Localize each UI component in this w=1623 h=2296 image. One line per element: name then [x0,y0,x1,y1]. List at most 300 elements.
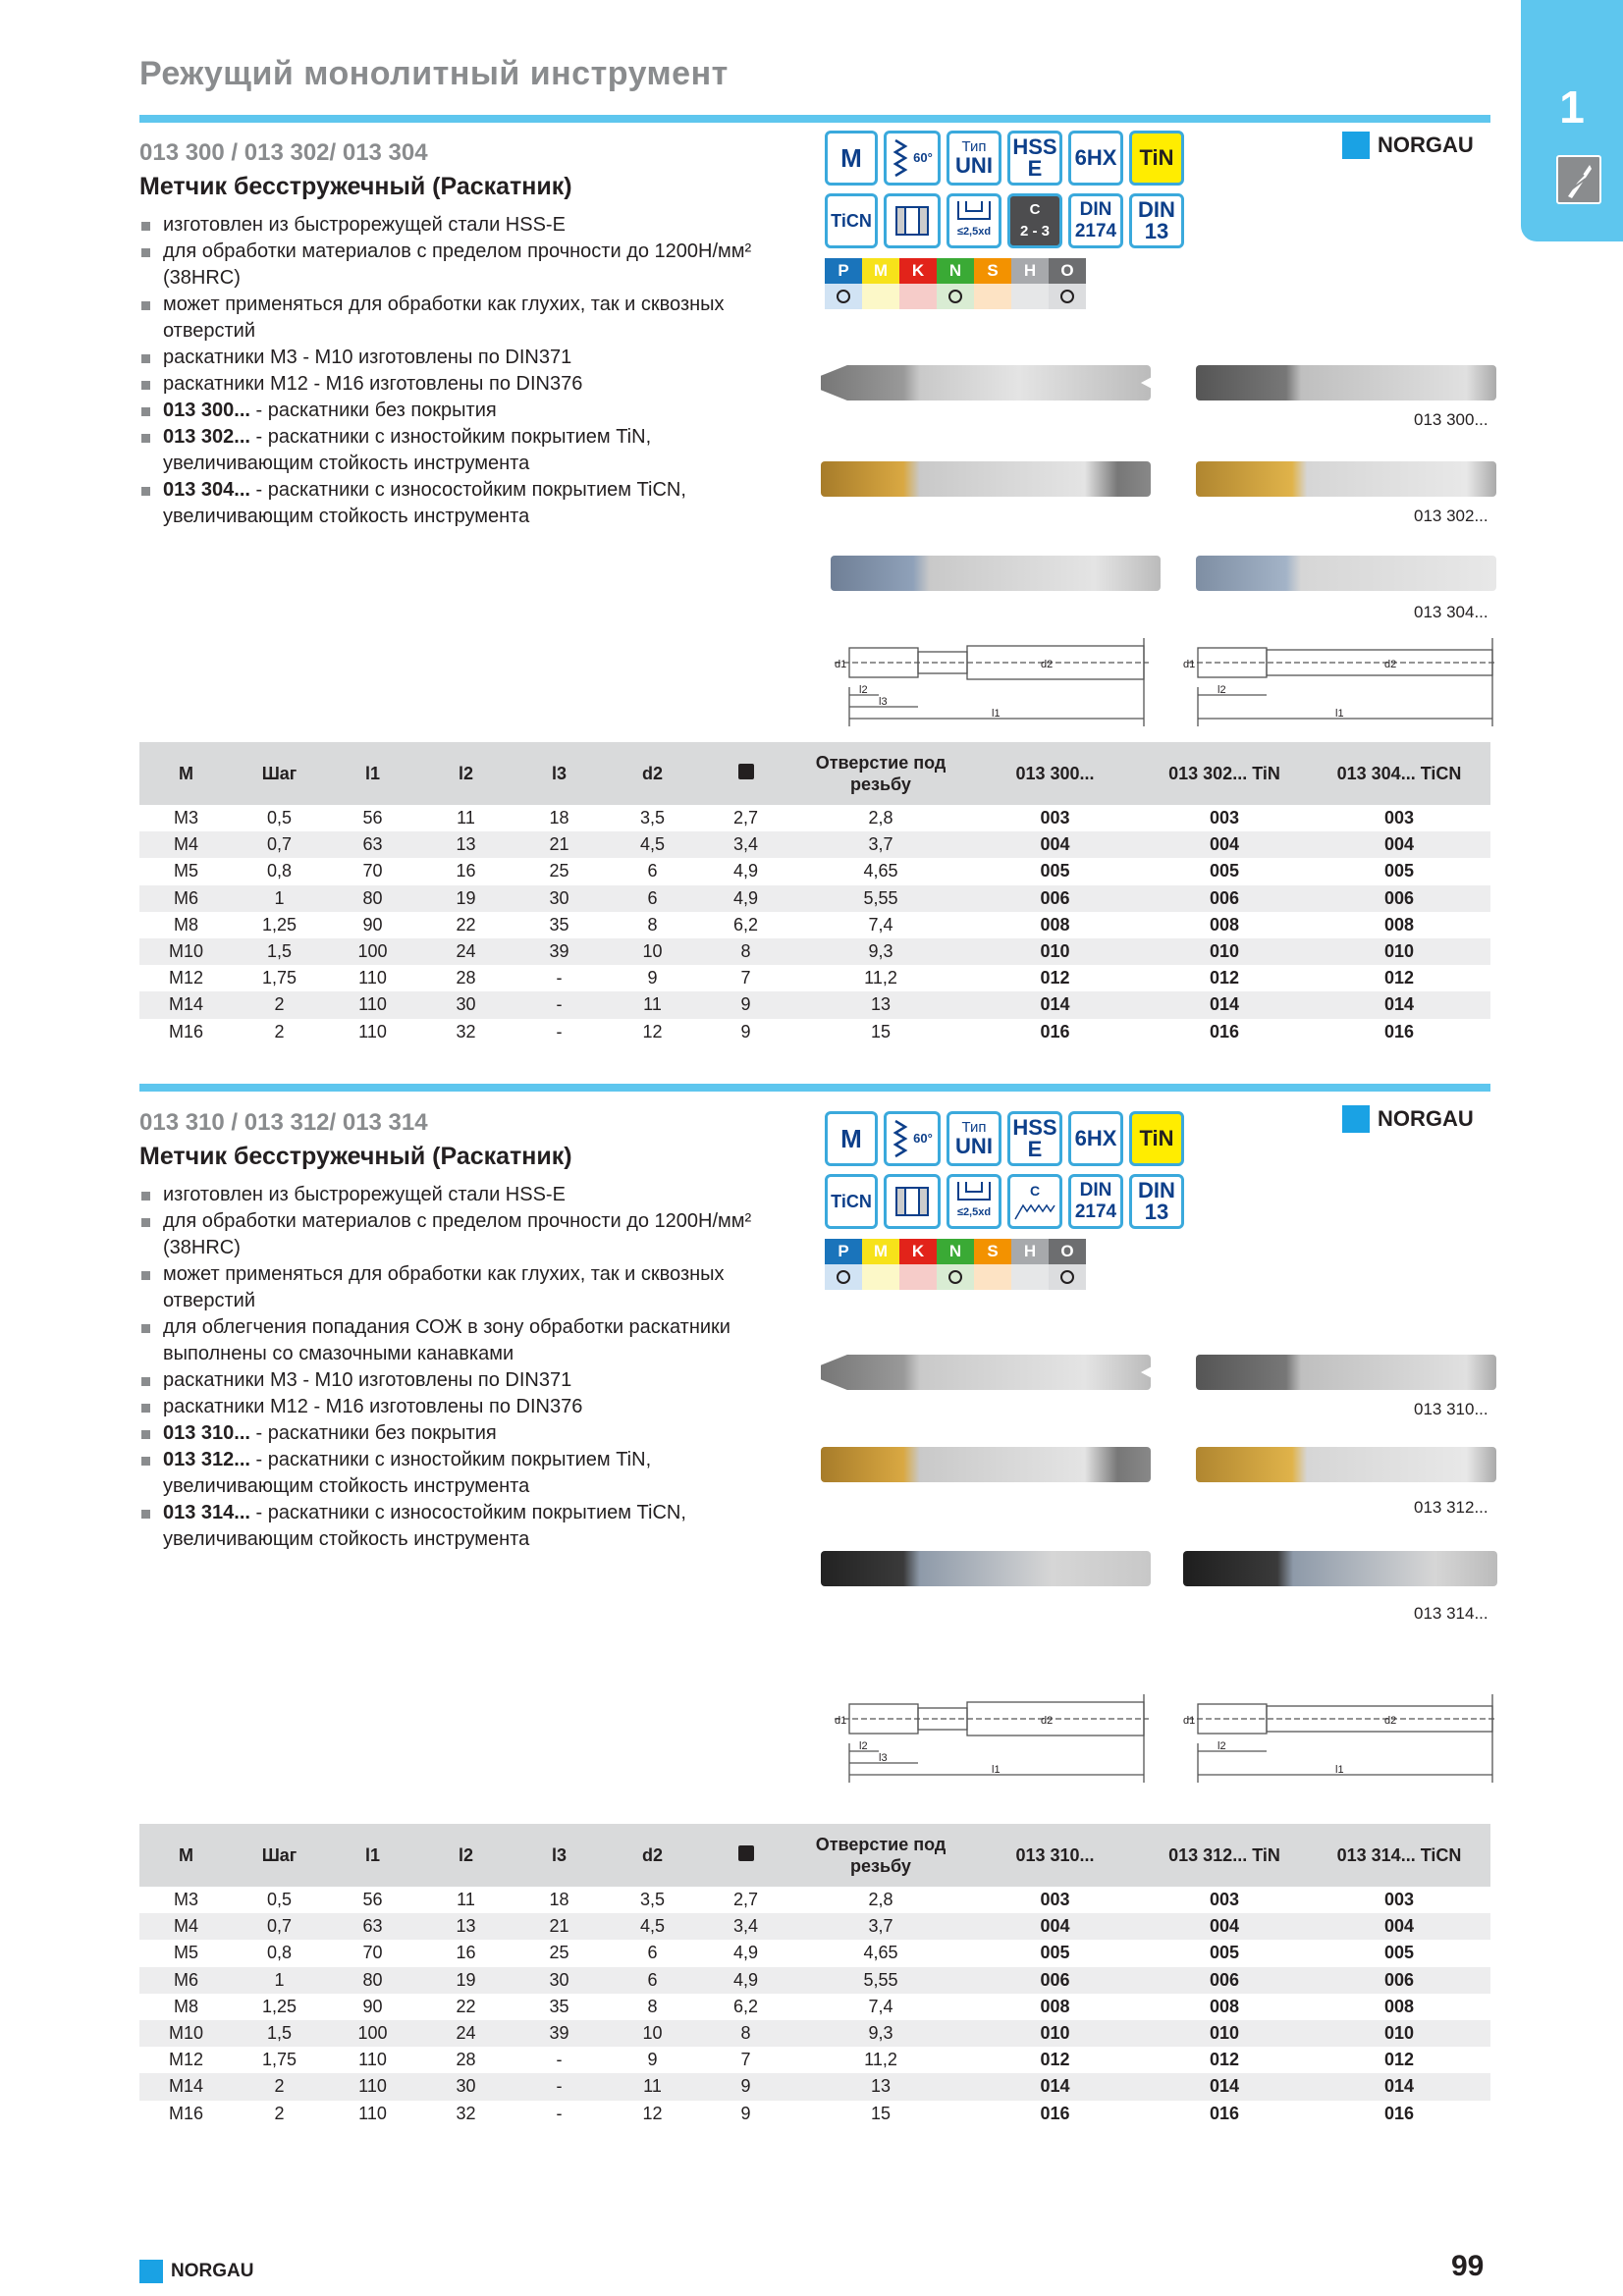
drawing-din376 [1183,1694,1497,1783]
table-cell: 3,4 [699,1913,792,1940]
material-suitability-o [1049,284,1086,309]
feature-item: может применяться для обработки как глухих, так и сквозных отверстий [139,1261,787,1314]
table-cell: 4,9 [699,885,792,912]
material-group-s: S [974,1239,1011,1264]
table-cell: 012 [1209,2050,1240,2070]
table-cell: 008 [1383,1996,1415,2016]
table-cell: 11,2 [864,2050,897,2070]
material-suitability-p [825,284,862,309]
table-cell: 13 [792,2073,969,2100]
table-cell: 005 [1040,1943,1070,1963]
material-group-k: K [899,1239,937,1264]
table-cell: 25 [549,1943,569,1963]
table-cell: 014 [1141,991,1308,1018]
table-cell: 6,2 [732,1996,759,2016]
table-cell: 22 [456,1996,476,2016]
table-header: M [139,742,233,805]
table-cell: 006 [1308,885,1490,912]
feature-item: раскатники M12 - M16 изготовлены по DIN376 [139,1394,787,1420]
feature-item: раскатники M3 - M10 изготовлены по DIN371 [139,345,787,371]
material-group-p: P [825,258,862,284]
thread-angle-icon: 60° [884,131,941,186]
header-rule [139,115,1490,123]
feature-item: раскатники M3 - M10 изготовлены по DIN371 [139,1367,787,1394]
feature-text: - раскатники с износостойким покрытием TiCN, увеличивающим стойкость инструмента [163,1502,686,1550]
table-header: l1 [326,1824,419,1887]
table-row [139,2101,1490,2127]
table-cell: 9,3 [792,2020,969,2047]
feature-code: 013 312... [163,1449,250,1470]
table-cell: 110 [358,2050,387,2070]
table-cell: 0,8 [266,861,293,881]
drawing-din376 [1183,638,1497,726]
table-cell: 005 [1383,861,1415,881]
feature-item [139,398,787,424]
table-cell: M14 [139,991,233,1018]
table-cell: 18 [549,808,569,828]
table-cell: 70 [362,861,383,881]
table-row [139,1967,1490,1994]
tolerance-icon: 6HX [1068,131,1123,186]
table-cell: M14 [139,2073,233,2100]
table-cell: 0,5 [266,1890,293,1910]
table-header: Шаг [233,742,326,805]
table-cell: 004 [1141,1913,1308,1940]
table-header: Отверстие под резьбу [792,742,969,805]
feature-item: может применяться для обработки как глухих, так и сквозных отверстий [139,292,787,345]
material-group-m: M [862,1239,899,1264]
table-cell: M6 [139,885,233,912]
svg-text:d1: d1 [835,659,847,670]
table-cell: 30 [513,885,606,912]
table-cell: 0,8 [266,1943,293,1963]
table-cell: 90 [362,914,383,934]
page-title: Режущий монолитный инструмент [139,55,729,92]
tap-013310-side-b [1196,1355,1496,1390]
table-cell: 005 [1209,861,1240,881]
svg-text:d2: d2 [1041,1715,1054,1727]
table-header: 013 304... TiCN [1308,742,1490,805]
table-cell: M8 [173,1996,198,2016]
table-cell: M3 [173,808,198,828]
table-cell: M16 [168,1021,203,1041]
table-cell: 006 [1141,1967,1308,1994]
table-cell: M5 [173,1943,198,1963]
table-cell: 016 [1383,2103,1415,2123]
table-cell: 014 [1141,2073,1308,2100]
table-cell: 014 [1308,2073,1490,2100]
table-cell: 006 [969,885,1141,912]
table-cell: 25 [549,861,569,881]
tap-013302-side-b [1196,461,1496,497]
table-cell: 2,8 [868,808,893,828]
feature-item [139,1500,787,1553]
logo-square [1342,132,1370,159]
table-cell: 3,7 [792,831,969,858]
hss-e-icon: HSS E [1007,1111,1062,1166]
table-cell: 4,65 [863,1943,898,1963]
table-cell: 15 [870,2103,892,2123]
table-cell: 9 [699,2073,792,2100]
table-cell: 9 [740,2103,751,2123]
caption-013310: 013 310... [1414,1400,1488,1418]
material-group-n: N [937,1239,974,1264]
table-cell: 32 [456,1021,476,1041]
material-group-h: H [1011,1239,1049,1264]
section1-icons [825,131,1184,309]
table-cell: 003 [1209,1890,1240,1910]
table-cell: 6 [606,885,699,912]
table-cell: 008 [1209,914,1240,934]
feature-text: - раскатники с изностойким покрытием TiN, увеличивающим стойкость инструмента [163,426,652,474]
suitable-ring-icon [837,290,850,303]
table-header: 013 300... [969,742,1141,805]
table-row [139,1913,1490,1940]
table-cell: M12 [168,2050,203,2070]
table-cell: 010 [969,938,1141,965]
table-cell: 21 [513,831,606,858]
table-cell: 9 [647,2050,658,2070]
table-cell: 003 [1383,808,1415,828]
feature-text: - раскатники с изностойким покрытием TiN, увеличивающим стойкость инструмента [163,1449,652,1497]
table-cell: 4,9 [699,1967,792,1994]
table-cell: 6,2 [732,914,759,934]
logo-square [1342,1105,1370,1133]
table-cell: 5,55 [792,1967,969,1994]
table-cell: 003 [1383,1890,1415,1910]
material-group-s: S [974,258,1011,284]
table-cell: 3,4 [699,831,792,858]
table-cell: 10 [606,938,699,965]
table-cell: 003 [1040,1890,1070,1910]
table-cell: 63 [326,831,419,858]
table-cell: 8 [647,914,658,934]
table-row [139,1994,1490,2020]
svg-text:d2: d2 [1384,1715,1397,1727]
table-cell: 19 [419,1967,513,1994]
table-cell: 1,75 [261,968,298,988]
chapter-tab[interactable] [1521,0,1623,241]
feature-item [139,1447,787,1500]
table-cell: 30 [513,1967,606,1994]
feature-item: раскатники M12 - M16 изготовлены по DIN376 [139,371,787,398]
table-cell: 90 [362,1996,383,2016]
table-cell: 016 [1209,2103,1240,2123]
table-cell: 3,5 [639,1890,666,1910]
table-cell: 7 [740,2050,751,2070]
table-header: 013 314... TiCN [1308,1824,1490,1887]
table-cell: 11 [457,1890,475,1910]
table-cell: M10 [139,2020,233,2047]
table-row [139,2073,1490,2100]
section2-technical-drawings [825,1684,1502,1792]
table-cell: 11 [606,991,699,1018]
tap-013312-side-a [821,1447,1151,1482]
table-cell: 4,65 [863,861,898,881]
tolerance-icon: 6HX [1068,1111,1123,1166]
table-row [139,1887,1490,1913]
table-cell: - [513,2073,606,2100]
table-cell: 80 [326,885,419,912]
table-cell: 005 [1040,861,1070,881]
table-cell: 0,5 [266,808,293,828]
ticn-coating-icon: TiCN [825,193,878,248]
material-suitability-h [1011,1264,1049,1290]
table-cell: 11,2 [864,968,897,988]
section1-materials [825,258,1184,309]
table-row [139,831,1490,858]
table-cell: 008 [1383,914,1415,934]
type-uni-icon: Тип UNI [947,131,1001,186]
section-divider [139,1084,1490,1092]
table-cell: 21 [513,1913,606,1940]
feature-code: 013 314... [163,1502,250,1523]
table-header [699,742,792,805]
table-row [139,2020,1490,2047]
square-drive-icon [738,764,754,779]
table-header: l3 [513,1824,606,1887]
table-cell: 2,8 [868,1890,893,1910]
material-suitability-k [899,284,937,309]
feature-item: для облегчения попадания СОЖ в зону обработки раскатники выполнены со смазочными канавками [139,1314,787,1367]
table-cell: 13 [419,831,513,858]
table-cell: 006 [1141,885,1308,912]
table-cell: 012 [1040,2050,1070,2070]
table-row [139,965,1490,991]
table-cell: M3 [173,1890,198,1910]
svg-text:l2: l2 [859,1740,868,1752]
table-row [139,805,1490,831]
material-suitability-o [1049,1264,1086,1290]
table-cell: 7,4 [868,914,893,934]
table-header: M [139,1824,233,1887]
section1-features [139,212,787,530]
table-cell: 3,5 [639,808,666,828]
table-cell: - [556,968,563,988]
table-cell: 010 [1141,938,1308,965]
hss-e-icon: HSS E [1007,131,1062,186]
material-group-o: O [1049,1239,1086,1264]
table-row [139,885,1490,912]
suitable-ring-icon [1060,290,1074,303]
table-cell: 56 [362,808,383,828]
svg-text:l2: l2 [1217,684,1226,696]
table-cell: 2 [274,1021,285,1041]
table-cell: 4,9 [732,1943,759,1963]
feature-code: 013 304... [163,479,250,501]
feature-item: для обработки материалов с пределом прочности до 1200Н/мм² (38HRC) [139,239,787,292]
table-cell: 012 [1040,968,1070,988]
tap-013304-side-a [831,556,1161,591]
table-cell: 1,25 [261,1996,298,2016]
table-header: d2 [606,742,699,805]
material-group-m: M [862,258,899,284]
material-suitability-n [937,284,974,309]
drawing-din371 [835,638,1149,726]
table-cell: 010 [1308,2020,1490,2047]
table-cell: 2 [233,2073,326,2100]
table-cell: 2 [274,2103,285,2123]
svg-text:d1: d1 [1183,659,1196,670]
depth-icon: ≤2,5xd [947,1174,1001,1229]
table-cell: 110 [326,2073,419,2100]
table-cell: 014 [1308,991,1490,1018]
table-cell: 80 [326,1967,419,1994]
table-cell: 110 [326,991,419,1018]
section1-title: Метчик бесстружечный (Раскатник) [139,173,572,200]
chamfer-icon: C 2 - 3 [1007,193,1062,248]
tap-013302-side-a [821,461,1151,497]
table-cell: 016 [1040,1021,1070,1041]
tin-coating-icon: TiN [1129,1111,1184,1166]
table-cell: 16 [456,861,476,881]
table-cell: 004 [969,1913,1141,1940]
feature-item: для обработки материалов с пределом прочности до 1200Н/мм² (38HRC) [139,1208,787,1261]
table-cell: 1,75 [261,2050,298,2070]
table-cell: M16 [168,2103,203,2123]
svg-text:l1: l1 [992,708,1001,720]
tin-coating-icon: TiN [1129,131,1184,186]
table-cell: 008 [1040,914,1070,934]
footer-brand-logo: NORGAU [139,2260,253,2283]
table-cell: 5,55 [792,885,969,912]
table-cell: 110 [358,1021,387,1041]
table-cell: 3,7 [792,1913,969,1940]
section2-icons [825,1111,1184,1290]
table-cell: 100 [326,938,419,965]
table-cell: 003 [1040,808,1070,828]
table-cell: 39 [513,2020,606,2047]
table-cell: 16 [456,1943,476,1963]
table-cell: 004 [1308,831,1490,858]
feature-item [139,1420,787,1447]
svg-text:l3: l3 [879,1752,888,1764]
material-suitability-s [974,1264,1011,1290]
section2-features [139,1182,787,1553]
table-cell: 28 [456,2050,476,2070]
table-cell: 6 [647,861,658,881]
type-uni-icon: Тип UNI [947,1111,1001,1166]
table-cell: 4,5 [606,1913,699,1940]
section2-codes: 013 310 / 013 312/ 013 314 [139,1109,428,1136]
table-cell: 7,4 [868,1996,893,2016]
caption-013314: 013 314... [1414,1604,1488,1623]
tap-013310-side-a [821,1355,1151,1390]
table-cell: 30 [419,2073,513,2100]
table-cell: 2 [233,991,326,1018]
table-cell: 9 [647,968,658,988]
table-cell: 006 [1308,1967,1490,1994]
table-cell: 63 [326,1913,419,1940]
material-suitability-m [862,284,899,309]
table-cell: 4,5 [606,831,699,858]
table-cell: 016 [1383,1021,1415,1041]
material-group-o: O [1049,258,1086,284]
feature-code: 013 300... [163,400,250,421]
material-group-p: P [825,1239,862,1264]
table-cell: 006 [969,1967,1141,1994]
material-suitability-n [937,1264,974,1290]
table-cell: 004 [1308,1913,1490,1940]
table-cell: M4 [139,831,233,858]
table-cell: 6 [647,1943,658,1963]
table-cell: 13 [792,991,969,1018]
din-13-icon: DIN 13 [1129,1174,1184,1229]
table-header: 013 302... TiN [1141,742,1308,805]
table-cell: M12 [168,968,203,988]
table-header: 013 310... [969,1824,1141,1887]
material-suitability-h [1011,284,1049,309]
feature-code: 013 310... [163,1422,250,1444]
table-header: Шаг [233,1824,326,1887]
metric-thread-icon: M [825,131,878,186]
table-cell: 24 [419,938,513,965]
feature-code: 013 302... [163,426,250,448]
table-header: l3 [513,742,606,805]
through-hole-icon [884,1174,941,1229]
chapter-number: 1 [1559,81,1585,133]
table-cell: 10 [606,2020,699,2047]
table-cell: 012 [1383,2050,1415,2070]
table-row [139,991,1490,1018]
material-suitability-m [862,1264,899,1290]
din-13-icon: DIN 13 [1129,193,1184,248]
table-cell: - [556,1021,563,1041]
table-cell: 005 [1209,1943,1240,1963]
table-row [139,1940,1490,1966]
table-cell: 35 [549,1996,569,2016]
table-cell: 014 [969,991,1141,1018]
table-cell: M6 [139,1967,233,1994]
table-row [139,938,1490,965]
table-cell: 1,5 [233,2020,326,2047]
material-group-h: H [1011,258,1049,284]
table-cell: 004 [1141,831,1308,858]
table-cell: 016 [1040,2103,1070,2123]
table-cell: 008 [1209,1996,1240,2016]
table-cell: 9 [740,1021,751,1041]
metric-thread-icon: M [825,1111,878,1166]
table-cell: M5 [173,861,198,881]
table-cell: 28 [456,968,476,988]
caption-013312: 013 312... [1414,1498,1488,1517]
chamfer-icon: C [1007,1174,1062,1229]
table-row [139,1019,1490,1045]
caption-013302: 013 302... [1414,507,1488,525]
feature-item [139,477,787,530]
table-cell: 008 [1040,1996,1070,2016]
table-cell: 9,3 [792,938,969,965]
table-cell: 32 [456,2103,476,2123]
drawing-din371 [835,1694,1149,1783]
section1-spec-table [139,742,1490,1045]
svg-text:d1: d1 [1183,1715,1196,1727]
table-cell: 11 [457,808,475,828]
svg-text:l3: l3 [879,696,888,708]
table-cell: 100 [326,2020,419,2047]
table-cell: 010 [1141,2020,1308,2047]
feature-item: изготовлен из быстрорежущей стали HSS-E [139,1182,787,1208]
table-row [139,912,1490,938]
din-2174-icon: DIN 2174 [1068,1174,1123,1229]
table-cell: 005 [1383,1943,1415,1963]
table-cell: 8 [699,938,792,965]
caption-013304: 013 304... [1414,603,1488,621]
table-cell: 1 [233,1967,326,1994]
table-cell: 19 [419,885,513,912]
material-group-k: K [899,258,937,284]
table-cell: 012 [1209,968,1240,988]
